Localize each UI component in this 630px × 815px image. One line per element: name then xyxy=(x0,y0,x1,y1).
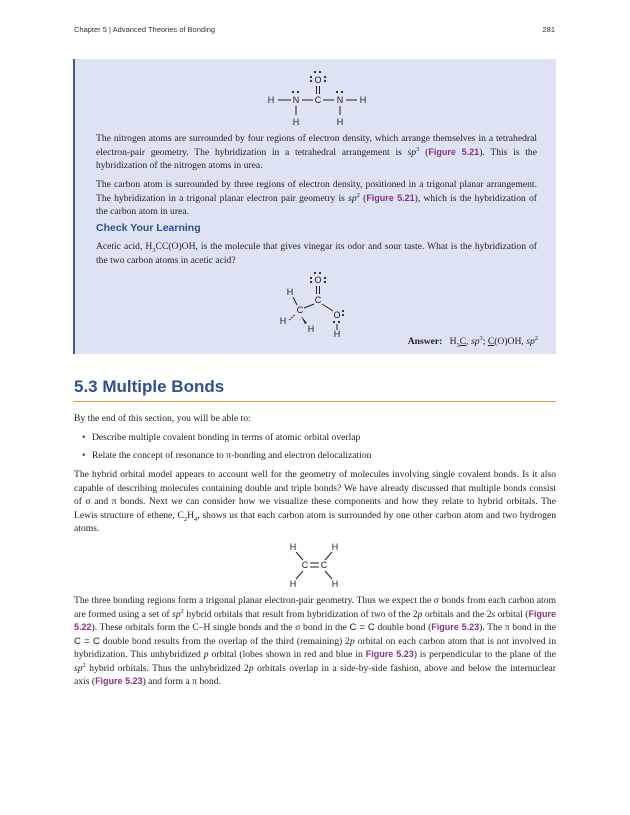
box-paragraph-acetic: Acetic acid, $H_3CC(O)OH$, is the molecule that gives vinegar its odor and sour taste. What is the hybridization of the two carbon atoms in acetic acid? xyxy=(96,241,537,266)
figure-link[interactable]: Figure 5.22 xyxy=(74,608,556,632)
ethene-atom-h-top-right: H xyxy=(331,542,339,552)
figure-link[interactable]: Figure 5.23 xyxy=(431,622,480,632)
urea-atom-n-left: N xyxy=(292,95,300,105)
objective-bullet: • Describe multiple covalent bonding in terms of atomic orbital overlap xyxy=(92,432,360,443)
figure-link[interactable]: Figure 5.23 xyxy=(95,676,143,686)
ethene-atom-c-right: C xyxy=(320,560,328,570)
urea-atom-h-left: H xyxy=(267,95,275,105)
urea-atom-c: C xyxy=(314,95,322,105)
urea-atom-n-right: N xyxy=(336,95,344,105)
acetic-atom-o-hydroxyl: O xyxy=(333,310,341,320)
acetic-atom-h-hydroxyl: H xyxy=(333,329,341,337)
ethene-structure xyxy=(282,540,346,590)
ethene-atom-h-bottom-right: H xyxy=(331,579,339,589)
ethene-atom-c-left: C xyxy=(301,560,309,570)
urea-atom-h-bottom-left: H xyxy=(292,117,300,127)
acetic-atom-c-carboxyl: C xyxy=(314,295,322,305)
learning-objectives-intro: By the end of this section, you will be able to: xyxy=(74,413,251,424)
body-paragraph-trigonal: The three bonding regions form a trigonal planar electron-pair geometry. Thus we expect the σ bonds from each carbon atom are formed using a set of $sp^2$ hybrid orbitals that result from hybridization of two of the 2p orbitals and the 2s orbital (Figure 5.22). These orbitals form the C–H single bonds and the σ bond in the C = C double bond (Figure 5.23). The π bond in the C = C double bond results from the overlap of the third (remaining) 2p orbital on each carbon atom that is not involved in hybridization. This unhybridized p orbital (lobes shown in red and blue in Figure 5.23) is perpendicular to the plane of the $sp^2$ hybrid orbitals. Thus the unhybridized 2p orbitals overlap in a side-by-side fashion, above and below the internuclear axis (Figure 5.23) and form a π bond. xyxy=(74,595,557,687)
acetic-atom-h-hashed: H xyxy=(279,316,287,326)
acetic-atom-c-methyl: C xyxy=(296,305,304,315)
body-paragraph-hybrid-model: The hybrid orbital model appears to account well for the geometry of molecules involving single covalent bonds. Is it also capable of describing molecules containing double and triple bonds? We have already discussed that multiple bonds consist of σ and π bonds. Next we can consider how we visualize these components and how they relate to hybrid orbitals. The Lewis structure of ethene, $C_2H_4$, shows us that each carbon atom is surrounded by one other carbon atom and two hydrogen atoms. xyxy=(74,469,556,534)
urea-atom-h-bottom-right: H xyxy=(336,117,344,127)
ethene-atom-h-top-left: H xyxy=(289,542,297,552)
objective-bullet: • Relate the concept of resonance to π-bonding and electron delocalization xyxy=(92,450,371,461)
example-box xyxy=(73,59,556,354)
acetic-acid-structure xyxy=(275,271,365,337)
urea-atom-h-right: H xyxy=(359,95,367,105)
figure-link[interactable]: Figure 5.23 xyxy=(365,649,414,659)
section-title: 5.3 Multiple Bonds xyxy=(74,377,225,396)
acetic-atom-h-wedge: H xyxy=(307,324,315,334)
box-paragraph-nitrogen: The nitrogen atoms are surrounded by four regions of electron density, which arrange themselves in a tetrahedral electron-pair geometry. The hybridization in a tetrahedral arrangement is $sp^3$ (Figure 5.21). This is the hybridization of the nitrogen atoms in urea. xyxy=(96,133,537,171)
figure-link[interactable]: Figure 5.21 xyxy=(366,192,415,203)
acetic-atom-h-top: H xyxy=(286,287,294,297)
section-rule xyxy=(74,401,556,402)
box-paragraph-carbon: The carbon atom is surrounded by three regions of electron density, positioned in a trigonal planar arrangement. The hybridization in a trigonal planar electron pair geometry is $sp^2$ (Figure 5.21), which is the hybridization of the carbon atom in urea. xyxy=(96,179,537,217)
urea-atom-o: O xyxy=(314,75,322,85)
ethene-atom-h-bottom-left: H xyxy=(289,579,297,589)
check-your-learning-heading: Check Your Learning xyxy=(96,222,201,234)
figure-link[interactable]: Figure 5.21 xyxy=(428,146,480,157)
answer-line: Answer: $H_3C$, $sp^3$; C(O)OH, $sp^2$ xyxy=(407,334,538,349)
acetic-atom-o-top: O xyxy=(314,275,322,285)
urea-structure xyxy=(265,69,375,131)
page-number: 281 xyxy=(542,25,555,34)
running-header-chapter: Chapter 5 | Advanced Theories of Bonding xyxy=(74,25,216,34)
